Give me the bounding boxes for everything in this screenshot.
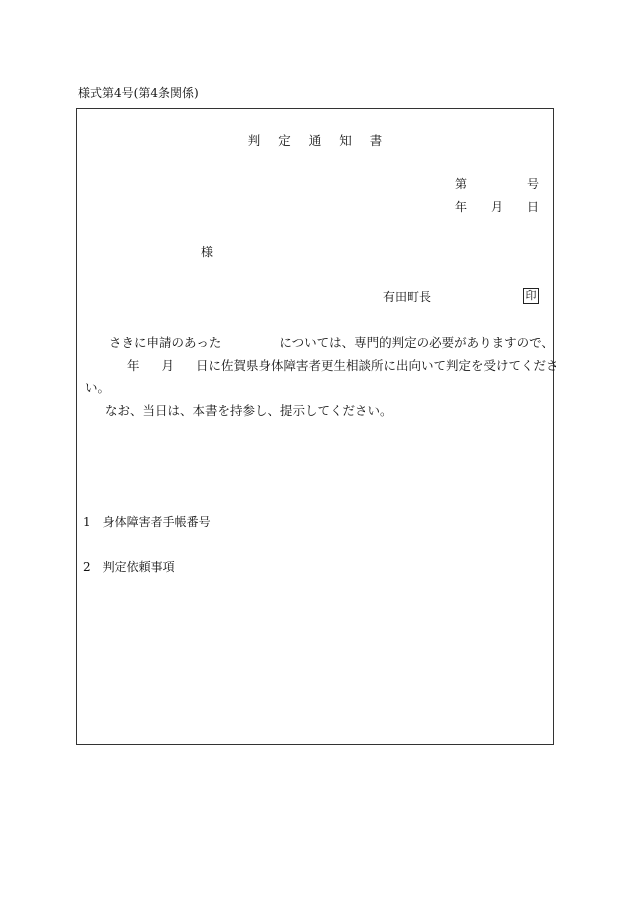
item-2-number: 2 [83,560,91,574]
item-1-label: 身体障害者手帳番号 [102,515,211,529]
body-line-1a: さきに申請のあった [109,335,222,350]
body-line-3: い。 [85,380,111,395]
body-line-1 [85,332,554,355]
item-1 [83,513,211,530]
body-year: 年 [127,357,140,373]
issuer-name: 有田町長 [383,290,432,304]
number-suffix: 号 [527,177,540,191]
date-month: 月 [491,200,504,214]
notice-body [85,332,559,422]
body-line-4-text: なお、当日は、本書を持参し、提示してください。 [105,402,393,418]
notice-frame [76,108,559,745]
form-number-label: 様式第4号(第4条関係) [78,86,199,100]
date-year: 年 [455,200,468,214]
item-1-number: 1 [83,515,91,529]
document-title: 判定通知書 [247,133,401,148]
addressee-suffix: 様 [201,245,214,259]
body-line-4 [85,400,545,423]
body-month: 月 [161,357,175,373]
seal-mark: 印 [523,288,539,304]
item-2-label: 判定依頼事項 [102,560,175,574]
body-line-2 [85,355,559,378]
item-2 [83,558,175,575]
date-day: 日 [527,200,540,214]
number-prefix: 第 [455,177,468,191]
body-line-1b: については、専門的判定の必要がありますので、 [279,335,554,350]
body-line-2-rest: 日に佐賀県身体障害者更生相談所に出向いて判定を受けてくださ [196,357,559,373]
